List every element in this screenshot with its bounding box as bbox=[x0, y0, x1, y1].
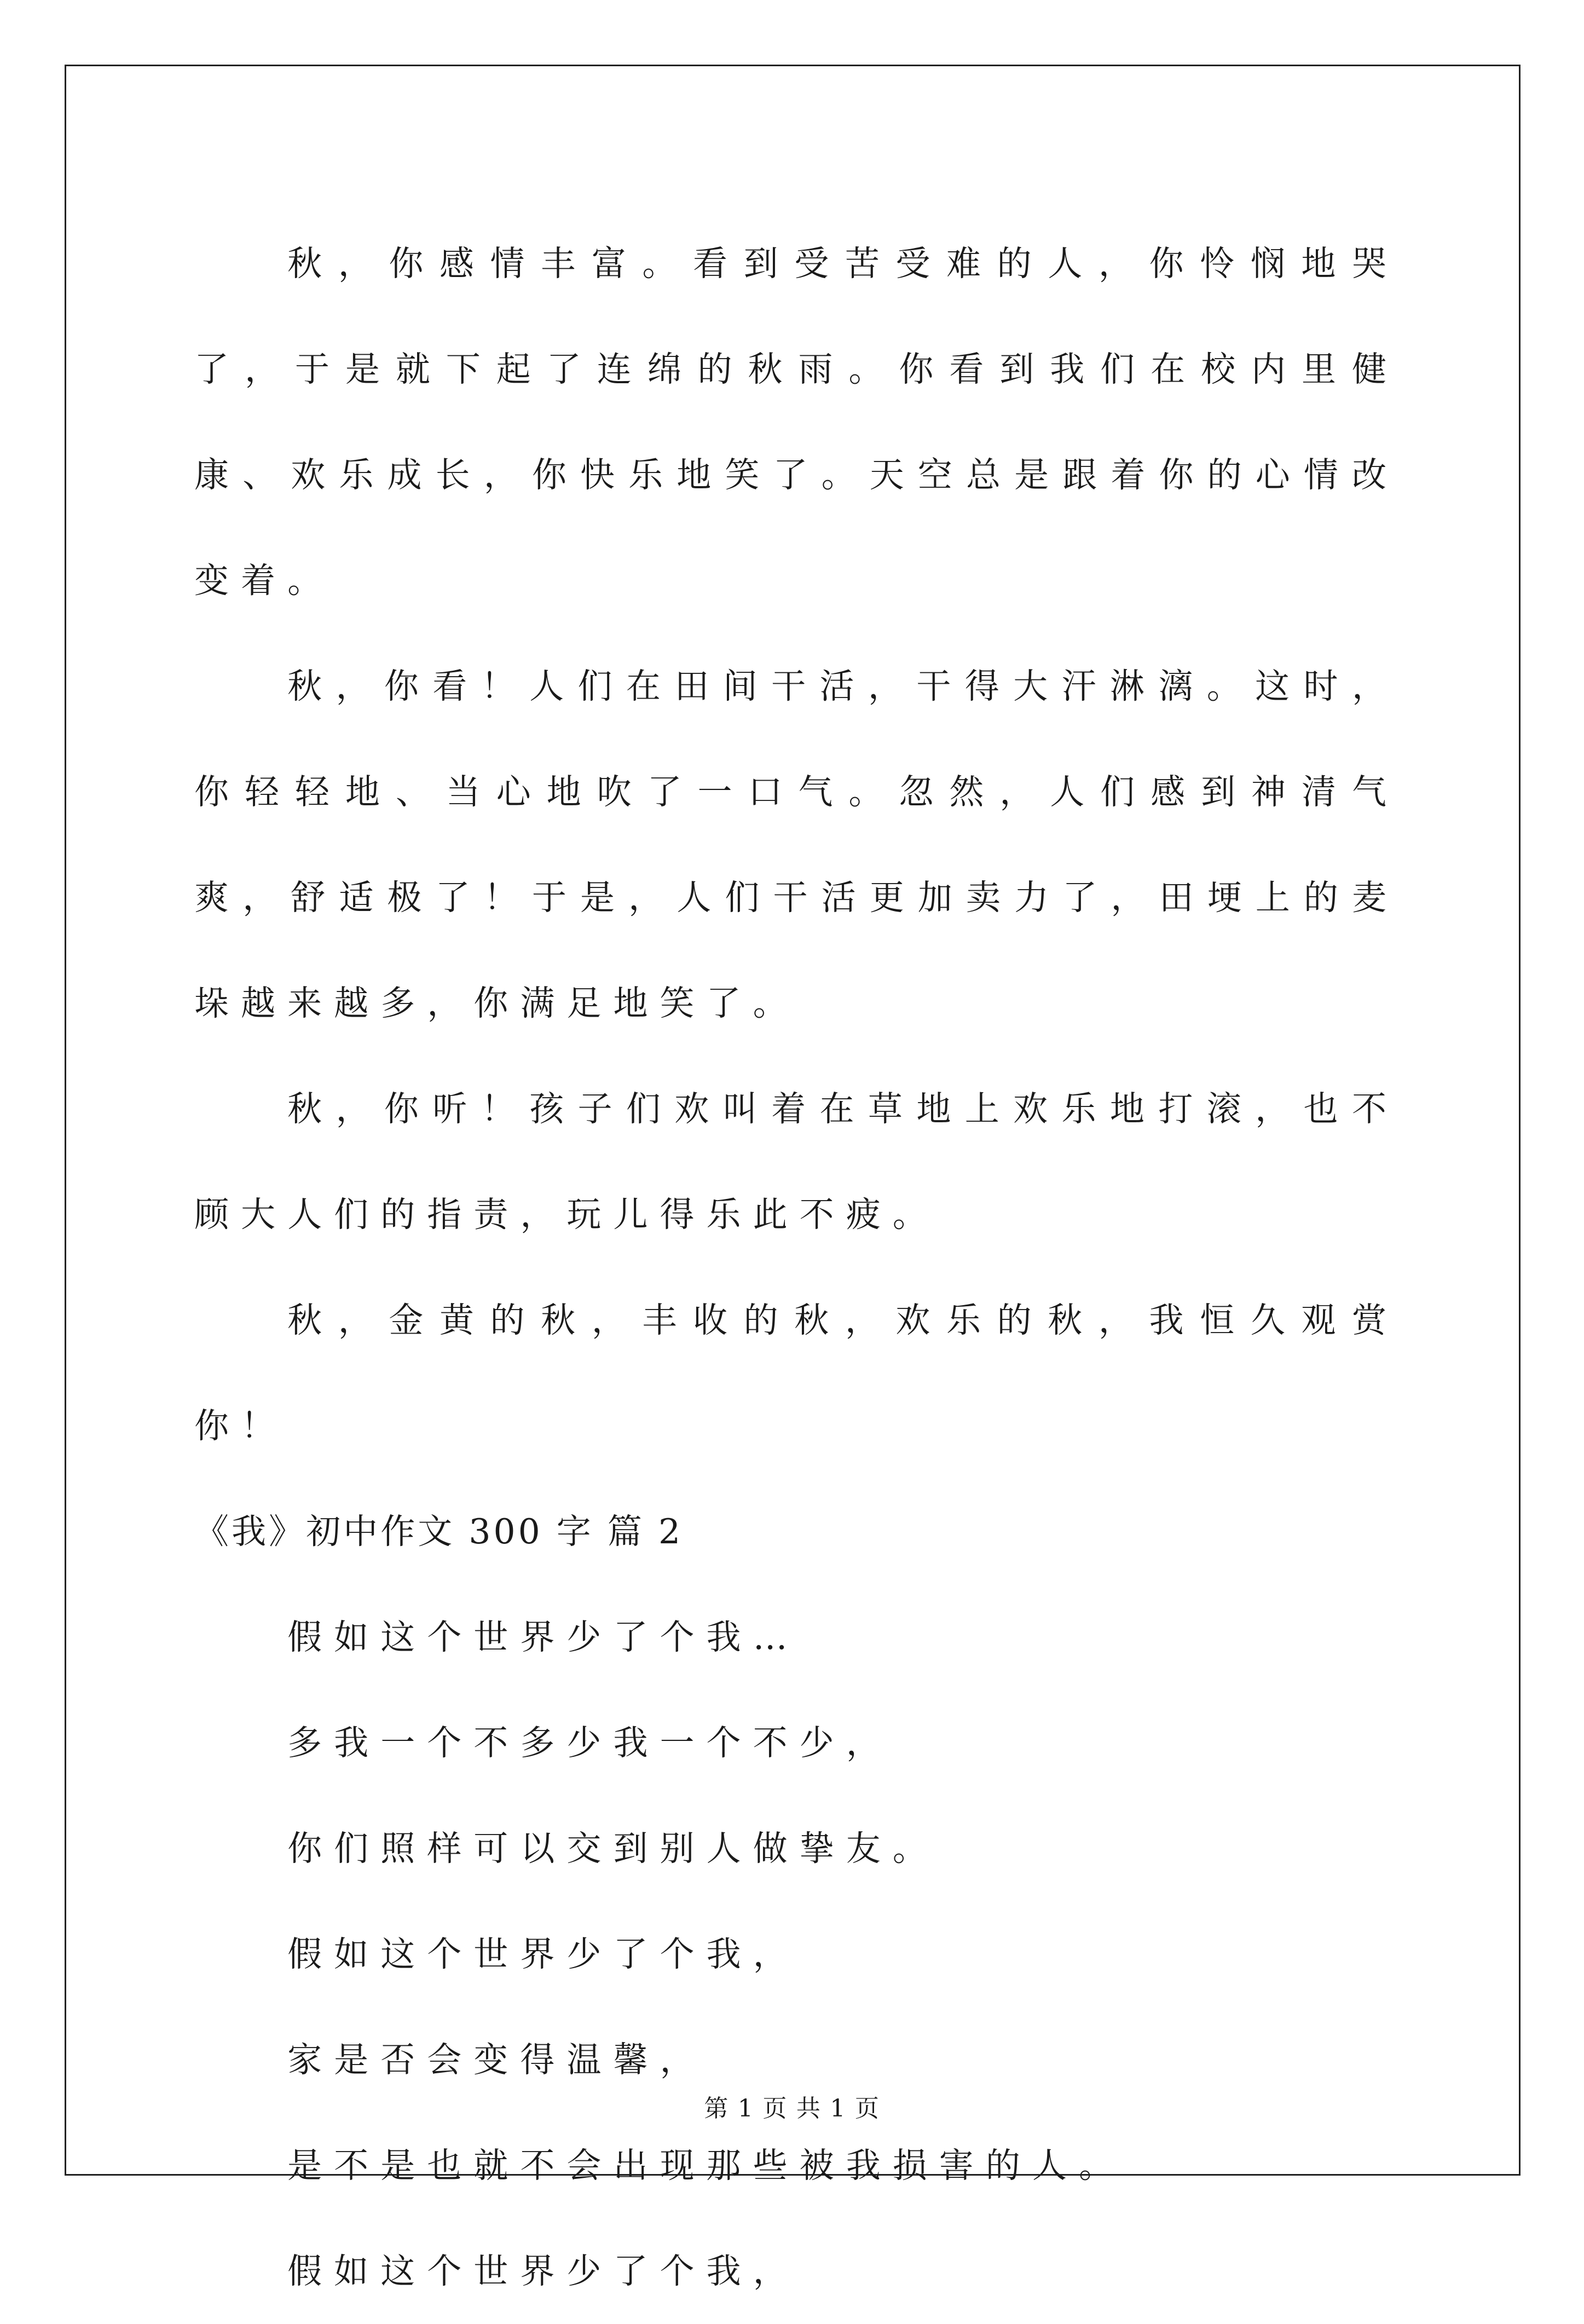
poem-line: 是不是也就不会出现那些被我损害的人。 bbox=[287, 2146, 1125, 2185]
essay-heading: 《我》初中作文 300 字 篇 2 bbox=[194, 1512, 684, 1552]
poem-line: 假如这个世界少了个我… bbox=[287, 1617, 800, 1657]
document-body bbox=[194, 211, 1398, 2324]
page-number-footer: 第 1 页 共 1 页 bbox=[704, 2095, 880, 2123]
paragraph: 秋，你听！孩子们欢叫着在草地上欢乐地打滚，也不顾大人们的指责，玩儿得乐此不疲。 bbox=[194, 1089, 1398, 1235]
paragraph: 秋，你感情丰富。看到受苦受难的人，你怜悯地哭了，于是就下起了连绵的秋雨。你看到我们在校内里健康、欢乐成长，你快乐地笑了。天空总是跟着你的心情改变着。 bbox=[194, 244, 1398, 601]
poem-line: 你们照样可以交到别人做挚友。 bbox=[287, 1829, 939, 1869]
paragraph: 秋，金黄的秋，丰收的秋，欢乐的秋，我恒久观赏你！ bbox=[194, 1300, 1398, 1446]
poem-line: 多我一个不多少我一个不少， bbox=[287, 1723, 893, 1763]
paragraph: 秋，你看！人们在田间干活，干得大汗淋漓。这时，你轻轻地、当心地吹了一口气。忽然，人们感到神清气爽，舒适极了！于是，人们干活更加卖力了，田埂上的麦垛越来越多，你满足地笑了。 bbox=[194, 666, 1398, 1023]
poem-line: 假如这个世界少了个我， bbox=[287, 1934, 800, 1974]
poem-line: 假如这个世界少了个我， bbox=[287, 2251, 800, 2291]
poem-line: 家是否会变得温馨， bbox=[287, 2040, 707, 2080]
